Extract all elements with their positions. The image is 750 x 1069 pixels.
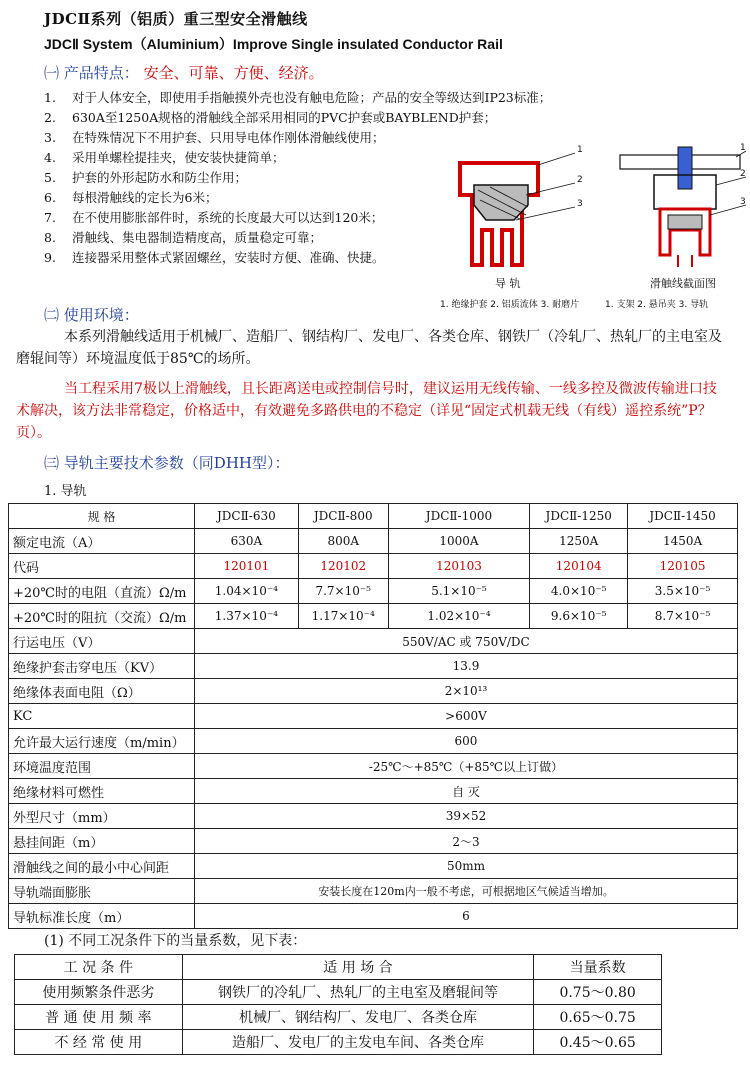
section-number: ㈡ (44, 306, 60, 324)
list-item: 5. 护套的外形起防水和防尘作用； (44, 170, 248, 185)
list-item: 6. 每根滑触线的定长为6米； (44, 190, 218, 205)
section-params-heading (44, 452, 290, 473)
table-row: 环境温度范围 -25℃～+85℃（+85℃以上订做） (9, 754, 738, 779)
list-item: 8. 滑触线、集电器制造精度高，质量稳定可靠； (44, 230, 323, 245)
table-row: KC >600V (9, 704, 738, 729)
diagram-right-caption: 1. 支架 2. 悬吊夹 3. 导轨 (605, 300, 709, 310)
section-number: ㈢ (44, 454, 60, 472)
callout-3-right: 3 (740, 197, 746, 207)
callout-2: 2 (577, 175, 583, 185)
list-item: 4. 采用单螺栓提挂夹，使安装快捷简单； (44, 150, 285, 165)
table-row: 行运电压（V） 550V/AC 或 750V/DC (9, 629, 738, 654)
section-number: ㈠ (44, 64, 60, 82)
environment-paragraph: 本系列滑触线适用于机械厂、造船厂、钢结构厂、发电厂、各类仓库、钢铁厂（冷轧厂、热轧厂的主电室及磨辊间等）环境温度低于85℃的场所。 (16, 329, 722, 367)
list-item: 3. 在特殊情况下不用护套、只用导电体作刚体滑触线使用； (44, 130, 385, 145)
table-row: 使用频繁条件恶劣 钢铁厂的冷轧厂、热轧厂的主电室及磨辊间等 0.75～0.80 (15, 980, 662, 1005)
coefficient-table (14, 954, 662, 1055)
callout-1: 1 (577, 145, 583, 155)
page-title: JDCⅡ系列（铝质）重三型安全滑触线 (44, 10, 308, 28)
section-highlight: 安全、可靠、方便、经济。 (143, 64, 324, 82)
page-title-en: JDCⅡ System（Aluminium）Improve Single insulated Conductor Rail (44, 36, 503, 52)
list-item: 7. 在不使用膨胀部件时，系统的长度最大可以达到120米； (44, 210, 384, 225)
table-row: 规 格 JDCⅡ-630 JDCⅡ-800 JDCⅡ-1000 JDCⅡ-1250 JDCⅡ-1450 (9, 504, 738, 529)
table-row: 普 通 使 用 频 率 机械厂、钢结构厂、发电厂、各类仓库 0.65～0.75 (15, 1005, 662, 1030)
table-row: 工 况 条 件 适 用 场 合 当量系数 (15, 955, 662, 980)
section-environment-heading (44, 304, 139, 325)
section-features-heading (44, 62, 324, 83)
table-row: +20℃时的电阻（直流）Ω/m 1.04×10⁻⁴ 7.7×10⁻⁵ 5.1×10⁻⁵ 4.0×10⁻⁵ 3.5×10⁻⁵ (9, 579, 738, 604)
diagram-right-title: 滑触线截面图 (650, 277, 716, 290)
table-row: 额定电流（A） 630A 800A 1000A 1250A 1450A (9, 529, 738, 554)
table-row: 绝缘体表面电阻（Ω） 2×10¹³ (9, 679, 738, 704)
table-row: 代码 120101 120102 120103 120104 120105 (9, 554, 738, 579)
table-row: 悬挂间距（m） 2～3 (9, 829, 738, 854)
callout-1-right: 1 (740, 143, 746, 153)
table-row: 不 经 常 使 用 造船厂、发电厂的主发电车间、各类仓库 0.45～0.65 (15, 1030, 662, 1055)
rail-diagram (440, 135, 750, 315)
section-label: 使用环境： (63, 306, 139, 324)
list-item: 9. 连接器采用整体式紧固螺丝，安装时方便、准确、快捷。 (44, 250, 385, 265)
section-label: 产品特点： (63, 64, 139, 82)
table-row: 绝缘材料可燃性 自 灭 (9, 779, 738, 804)
params-table (8, 503, 738, 929)
table-row: 绝缘护套击穿电压（KV） 13.9 (9, 654, 738, 679)
subheading-coefficients: (1) 不同工况条件下的当量系数，见下表： (44, 933, 307, 949)
section-label: 导轨主要技术参数（同DHH型）： (63, 454, 290, 472)
list-item: 1. 对于人体安全，即使用手指触摸外壳也没有触电危险；产品的安全等级达到IP23标准； (44, 90, 552, 105)
list-item: 2. 630A至1250A规格的滑触线全部采用相同的PVC护套或BAYBLEND护套； (44, 110, 497, 125)
table-row: 滑触线之间的最小中心间距 50mm (9, 854, 738, 879)
diagram-left-caption: 1. 绝缘护套 2. 铝质流体 3. 耐磨片 (440, 300, 580, 310)
table-row: 导轨端面膨胀 安装长度在120m内一般不考虑，可根据地区气候适当增加。 (9, 879, 738, 904)
subheading-rail: 1. 导轨 (44, 484, 87, 499)
recommendation-paragraph: 当工程采用7极以上滑触线，且长距离送电或控制信号时，建议运用无线传输、一线多控及微波传输进口技术解决，该方法非常稳定，价格适中，有效避免多路供电的不稳定（详见“固定式机载无线（有线）遥控系统”P？页）。 (16, 381, 717, 441)
callout-2-right: 2 (740, 169, 746, 179)
table-row: 允许最大运行速度（m/min） 600 (9, 729, 738, 754)
table-row: 导轨标准长度（m） 6 (9, 904, 738, 929)
callout-3: 3 (577, 199, 583, 209)
table-row: +20℃时的阻抗（交流）Ω/m 1.37×10⁻⁴ 1.17×10⁻⁴ 1.02×10⁻⁴ 9.6×10⁻⁵ 8.7×10⁻⁵ (9, 604, 738, 629)
table-row: 外型尺寸（mm） 39×52 (9, 804, 738, 829)
diagram-left-title: 导 轨 (495, 277, 521, 290)
